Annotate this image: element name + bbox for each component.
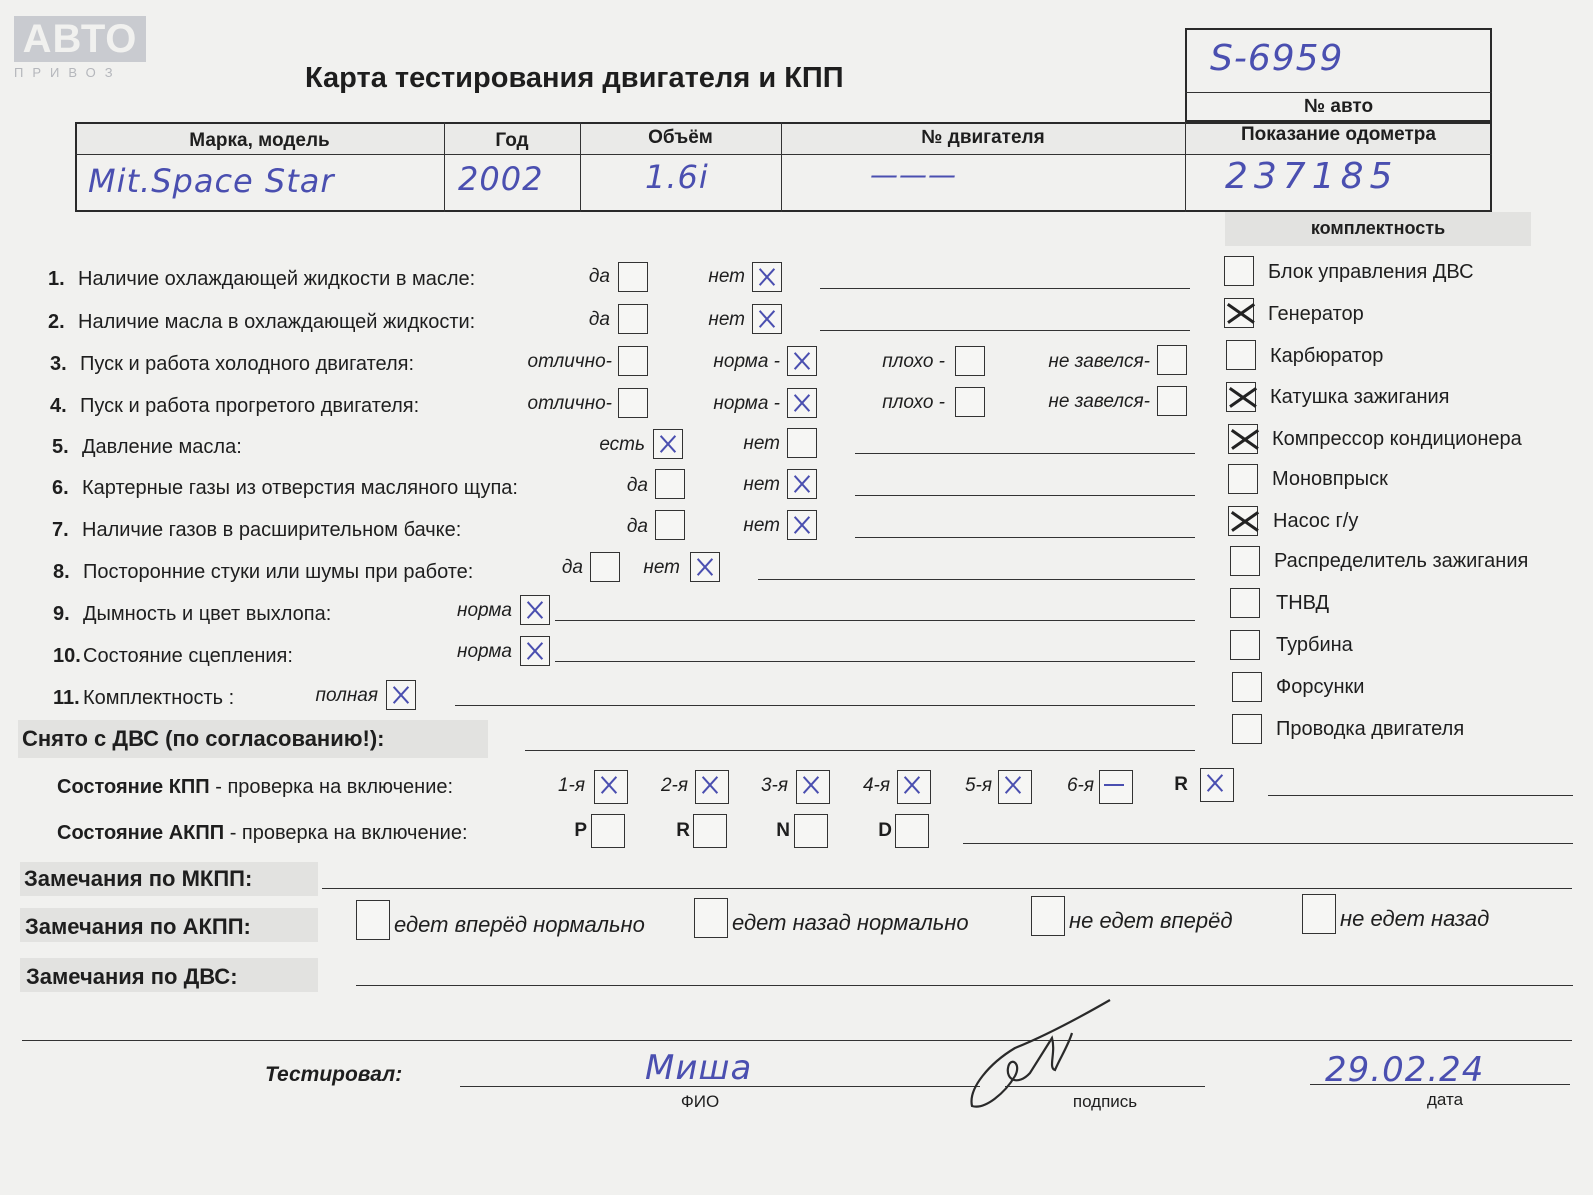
- logo-sub: ПРИВОЗ: [14, 65, 122, 80]
- engine-value: ———: [870, 158, 957, 191]
- q9-norma-label: норма: [457, 600, 512, 621]
- odometer-label: Показание одометра: [1241, 124, 1436, 145]
- kit-title: комплектность: [1310, 218, 1446, 238]
- remarks-dvs-label: Замечания по ДВС:: [26, 964, 238, 989]
- gear-2-label: 2-я: [660, 775, 688, 796]
- gear-3-label: 3-я: [760, 775, 788, 796]
- kit-checkbox-1[interactable]: [1224, 256, 1254, 286]
- q5-est-label: есть: [599, 434, 645, 455]
- q7-net-checkbox[interactable]: [787, 510, 817, 540]
- gear-4-checkbox[interactable]: [897, 770, 931, 804]
- kit-checkbox-12[interactable]: [1232, 714, 1262, 744]
- akpp-forward-ok-label: едет вперёд нормально: [394, 912, 645, 937]
- question-7: 7. Наличие газов в расширительном бачке:: [52, 519, 462, 541]
- kit-label-12: Проводка двигателя: [1276, 718, 1465, 740]
- volume-label: Объём: [648, 127, 713, 148]
- kit-checkbox-5[interactable]: [1228, 424, 1258, 454]
- question-1: 1. Наличие охлаждающей жидкости в масле:: [48, 268, 476, 290]
- akpp-forward-ok-checkbox[interactable]: [356, 900, 390, 940]
- gear-1-checkbox[interactable]: [594, 770, 628, 804]
- kit-checkbox-4[interactable]: [1226, 382, 1256, 412]
- kit-label-9: ТНВД: [1276, 592, 1330, 614]
- akpp-backward-ok-label: едет назад нормально: [732, 910, 969, 935]
- kit-label-4: Катушка зажигания: [1270, 386, 1450, 408]
- akpp-backward-ok-checkbox[interactable]: [694, 898, 728, 938]
- q6-da-checkbox[interactable]: [655, 469, 685, 499]
- car-number-label: № авто: [1303, 96, 1374, 117]
- q10-norma-label: норма: [457, 641, 512, 662]
- q5-est-checkbox[interactable]: [653, 429, 683, 459]
- q4-otlichno-checkbox[interactable]: [618, 388, 648, 418]
- odometer-value: 237185: [1225, 156, 1399, 197]
- q4-norma-checkbox[interactable]: [787, 388, 817, 418]
- kit-label-1: Блок управления ДВС: [1268, 261, 1474, 283]
- remarks-mkpp-label: Замечания по МКПП:: [24, 866, 253, 891]
- q3-ne-zavelsya-label: не завелся-: [1048, 351, 1150, 372]
- gear-5-checkbox[interactable]: [998, 770, 1032, 804]
- q3-ne-zavelsya-checkbox[interactable]: [1157, 345, 1187, 375]
- gear-1-label: 1-я: [557, 775, 585, 796]
- q9-norma-checkbox[interactable]: [520, 595, 550, 625]
- q10-norma-checkbox[interactable]: [520, 636, 550, 666]
- q8-net-label: нет: [643, 557, 680, 578]
- q4-ploho-label: плохо -: [882, 392, 945, 413]
- q2-da-label: да: [588, 309, 610, 330]
- akpp-no-forward-label: не едет вперёд: [1069, 908, 1233, 933]
- kit-checkbox-8[interactable]: [1230, 546, 1260, 576]
- gear-3-checkbox[interactable]: [796, 770, 830, 804]
- question-9: 9. Дымность и цвет выхлопа:: [53, 603, 332, 625]
- signature-label: подпись: [1072, 1092, 1138, 1111]
- remarks-akpp-label: Замечания по АКПП:: [25, 914, 251, 939]
- mode-r-label: R: [676, 820, 690, 841]
- gear-5-label: 5-я: [964, 775, 992, 796]
- q6-net-label: нет: [743, 474, 780, 495]
- question-4: 4. Пуск и работа прогретого двигателя:: [50, 395, 420, 417]
- kit-label-2: Генератор: [1268, 303, 1364, 325]
- make-value: Mit.Space Star: [88, 162, 335, 200]
- q1-net-label: нет: [708, 266, 745, 287]
- date-value: 29.02.24: [1325, 1050, 1485, 1090]
- fio-label: ФИО: [680, 1092, 720, 1111]
- q5-net-checkbox[interactable]: [787, 428, 817, 458]
- q3-ploho-checkbox[interactable]: [955, 346, 985, 376]
- q1-da-label: да: [588, 266, 610, 287]
- q4-ne-zavelsya-label: не завелся-: [1048, 391, 1150, 412]
- q1-da-checkbox[interactable]: [618, 262, 648, 292]
- year-value: 2002: [458, 160, 544, 198]
- make-label: Марка, модель: [189, 130, 330, 151]
- akpp-no-backward-checkbox[interactable]: [1302, 894, 1336, 934]
- q4-otlichno-label: отлично-: [527, 393, 612, 414]
- mode-n-label: N: [776, 820, 790, 841]
- mode-p-label: P: [574, 820, 587, 841]
- q4-ne-zavelsya-checkbox[interactable]: [1157, 386, 1187, 416]
- akpp-no-backward-label: не едет назад: [1340, 906, 1490, 931]
- kit-label-3: Карбюратор: [1270, 345, 1384, 367]
- q7-da-checkbox[interactable]: [655, 510, 685, 540]
- mode-n-checkbox[interactable]: [794, 814, 828, 848]
- q4-ploho-checkbox[interactable]: [955, 387, 985, 417]
- gear-4-label: 4-я: [862, 775, 890, 796]
- question-10: 10. Состояние сцепления:: [53, 645, 293, 667]
- q6-net-checkbox[interactable]: [787, 469, 817, 499]
- question-5: 5. Давление масла:: [52, 436, 242, 458]
- kit-label-5: Компрессор кондиционера: [1272, 428, 1522, 450]
- gear-r-checkbox[interactable]: [1200, 768, 1234, 802]
- q11-polnaya-checkbox[interactable]: [386, 680, 416, 710]
- kit-label-11: Форсунки: [1276, 676, 1365, 698]
- kit-checkbox-9[interactable]: [1230, 588, 1260, 618]
- question-11: 11. Комплектность :: [53, 687, 235, 709]
- car-number-value: S-6959: [1210, 38, 1344, 79]
- q6-da-label: да: [626, 475, 648, 496]
- q8-net-checkbox[interactable]: [690, 552, 720, 582]
- mode-r-checkbox[interactable]: [693, 814, 727, 848]
- q3-otlichno-label: отлично-: [527, 351, 612, 372]
- question-3: 3. Пуск и работа холодного двигателя:: [50, 353, 415, 375]
- q3-otlichno-checkbox[interactable]: [618, 346, 648, 376]
- kit-label-10: Турбина: [1276, 634, 1353, 656]
- q2-net-label: нет: [708, 309, 745, 330]
- mode-d-checkbox[interactable]: [895, 814, 929, 848]
- q5-net-label: нет: [743, 433, 780, 454]
- mode-p-checkbox[interactable]: [591, 814, 625, 848]
- question-6: 6. Картерные газы из отверстия масляного щупа:: [52, 477, 518, 499]
- gear-6-checkbox[interactable]: [1099, 770, 1133, 804]
- q3-norma-label: норма -: [713, 351, 780, 372]
- volume-value: 1.6i: [645, 158, 709, 196]
- removed-label: Снято с ДВС (по согласованию!):: [22, 726, 385, 751]
- kit-checkbox-3[interactable]: [1226, 340, 1256, 370]
- gear-6-label: 6-я: [1066, 775, 1094, 796]
- kit-label-6: Моновпрыск: [1272, 468, 1388, 490]
- kit-checkbox-2[interactable]: [1224, 298, 1254, 328]
- question-8: 8. Посторонние стуки или шумы при работе:: [53, 561, 474, 583]
- akpp-label: Состояние АКПП - проверка на включение:: [57, 822, 468, 844]
- question-2: 2. Наличие масла в охлаждающей жидкости:: [48, 311, 476, 333]
- gear-2-checkbox[interactable]: [695, 770, 729, 804]
- engine-label: № двигателя: [921, 127, 1045, 148]
- akpp-no-forward-checkbox[interactable]: [1031, 896, 1065, 936]
- tester-name: Миша: [645, 1048, 753, 1088]
- kit-checkbox-6[interactable]: [1228, 464, 1258, 494]
- kit-checkbox-10[interactable]: [1230, 630, 1260, 660]
- q4-norma-label: норма -: [713, 393, 780, 414]
- q2-net-checkbox[interactable]: [752, 304, 782, 334]
- gear-r-label: R: [1174, 774, 1188, 795]
- kpp-label: Состояние КПП - проверка на включение:: [57, 776, 454, 798]
- kit-label-7: Насос г/у: [1273, 510, 1359, 532]
- q2-da-checkbox[interactable]: [618, 304, 648, 334]
- mode-d-label: D: [878, 820, 892, 841]
- q8-da-label: да: [561, 557, 583, 578]
- q7-da-label: да: [626, 516, 648, 537]
- q3-norma-checkbox[interactable]: [787, 346, 817, 376]
- page-title: Карта тестирования двигателя и КПП: [305, 62, 844, 94]
- q1-net-checkbox[interactable]: [752, 262, 782, 292]
- kit-label-8: Распределитель зажигания: [1274, 550, 1529, 572]
- logo: [14, 16, 146, 80]
- q7-net-label: нет: [743, 515, 780, 536]
- logo-main: АВТО: [14, 16, 146, 62]
- q11-polnaya-label: полная: [315, 685, 378, 706]
- tested-label: Тестировал:: [265, 1063, 403, 1086]
- date-label: дата: [1426, 1090, 1464, 1109]
- q3-ploho-label: плохо -: [882, 351, 945, 372]
- kit-checkbox-7[interactable]: [1228, 506, 1258, 536]
- year-label: Год: [495, 130, 529, 151]
- q8-da-checkbox[interactable]: [590, 552, 620, 582]
- kit-checkbox-11[interactable]: [1232, 672, 1262, 702]
